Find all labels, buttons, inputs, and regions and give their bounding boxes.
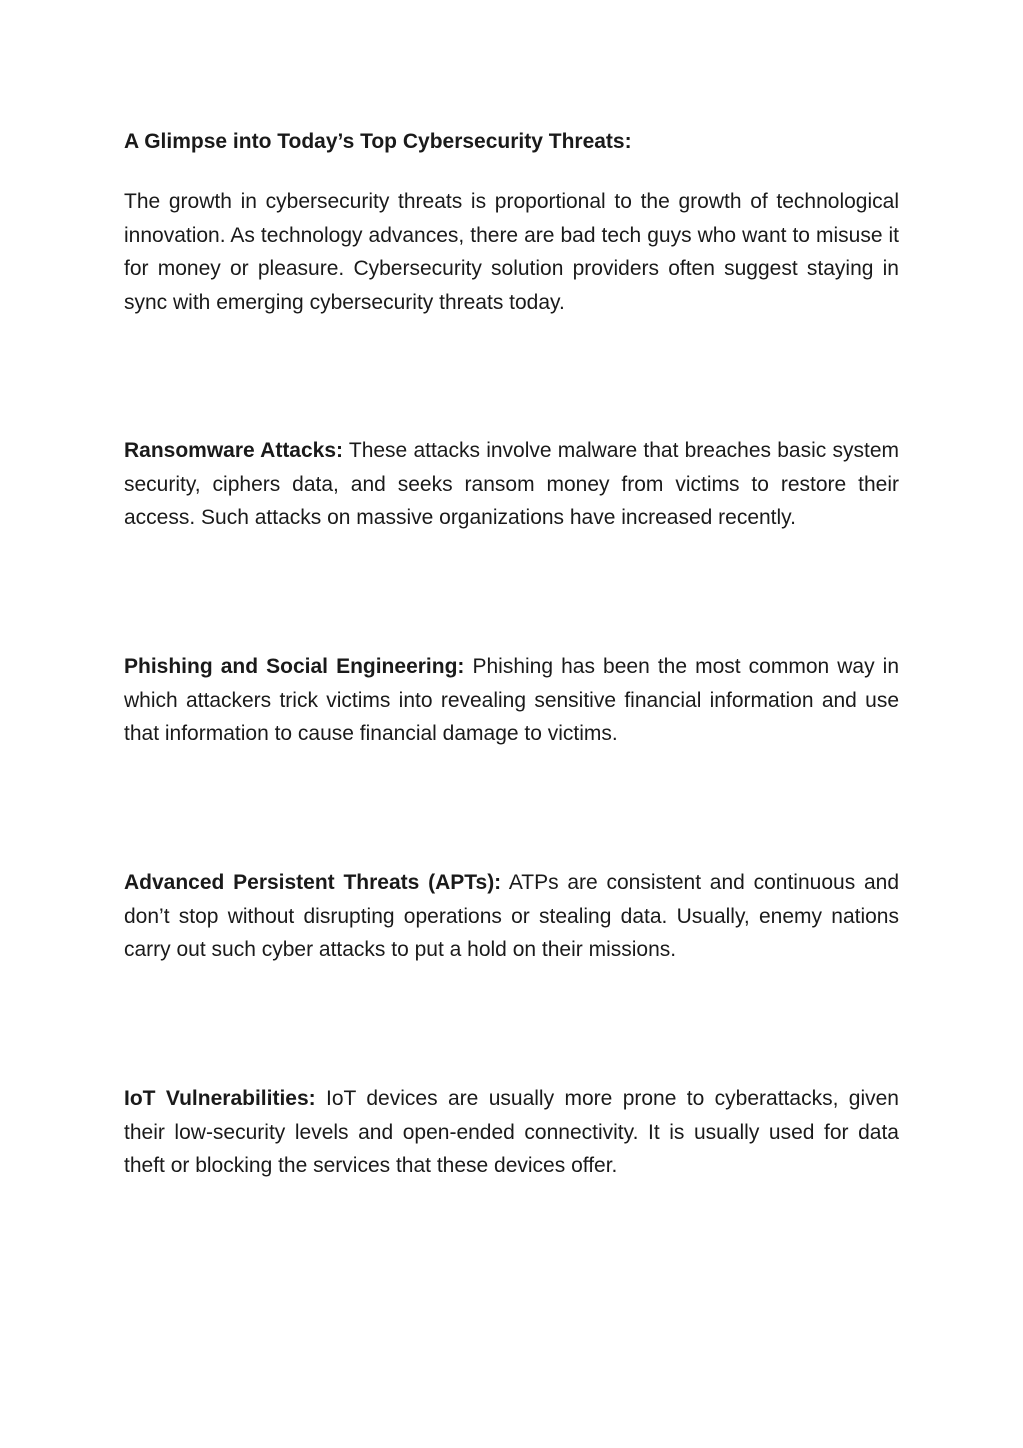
section-iot bbox=[124, 1082, 899, 1183]
intro-paragraph: The growth in cybersecurity threats is proportional to the growth of technological innovation. As technology advances, there are bad tech guys who want to misuse it for money or pleasure. Cybersecurity solution providers often suggest staying in sync with emerging cybersecurity threats today. bbox=[124, 190, 899, 314]
section-phishing bbox=[124, 650, 899, 751]
section-body: These attacks involve malware that breaches basic system security, ciphers data, and seeks ransom money from victims to restore their access. Such attacks on massive organizations have increased recently. bbox=[124, 439, 899, 530]
section-body: ATPs are consistent and continuous and don’t stop without disrupting operations or stealing data. Usually, enemy nations carry out such cyber attacks to put a hold on their missions. bbox=[124, 871, 899, 962]
section-ransomware bbox=[124, 434, 899, 535]
section-apts bbox=[124, 866, 899, 967]
page-heading: A Glimpse into Today’s Top Cybersecurity Threats: bbox=[124, 130, 632, 153]
section-body: IoT devices are usually more prone to cyberattacks, given their low-security levels and open-ended connectivity. It is usually used for data theft or blocking the services that these devices offer. bbox=[124, 1087, 899, 1178]
section-title: IoT Vulnerabilities: bbox=[124, 1087, 316, 1110]
section-title: Ransomware Attacks: bbox=[124, 439, 344, 462]
section-title: Phishing and Social Engineering: bbox=[124, 655, 465, 678]
section-title: Advanced Persistent Threats (APTs): bbox=[124, 871, 502, 894]
section-body: Phishing has been the most common way in which attackers trick victims into revealing sensitive financial information and use that information to cause financial damage to victims. bbox=[124, 655, 899, 746]
